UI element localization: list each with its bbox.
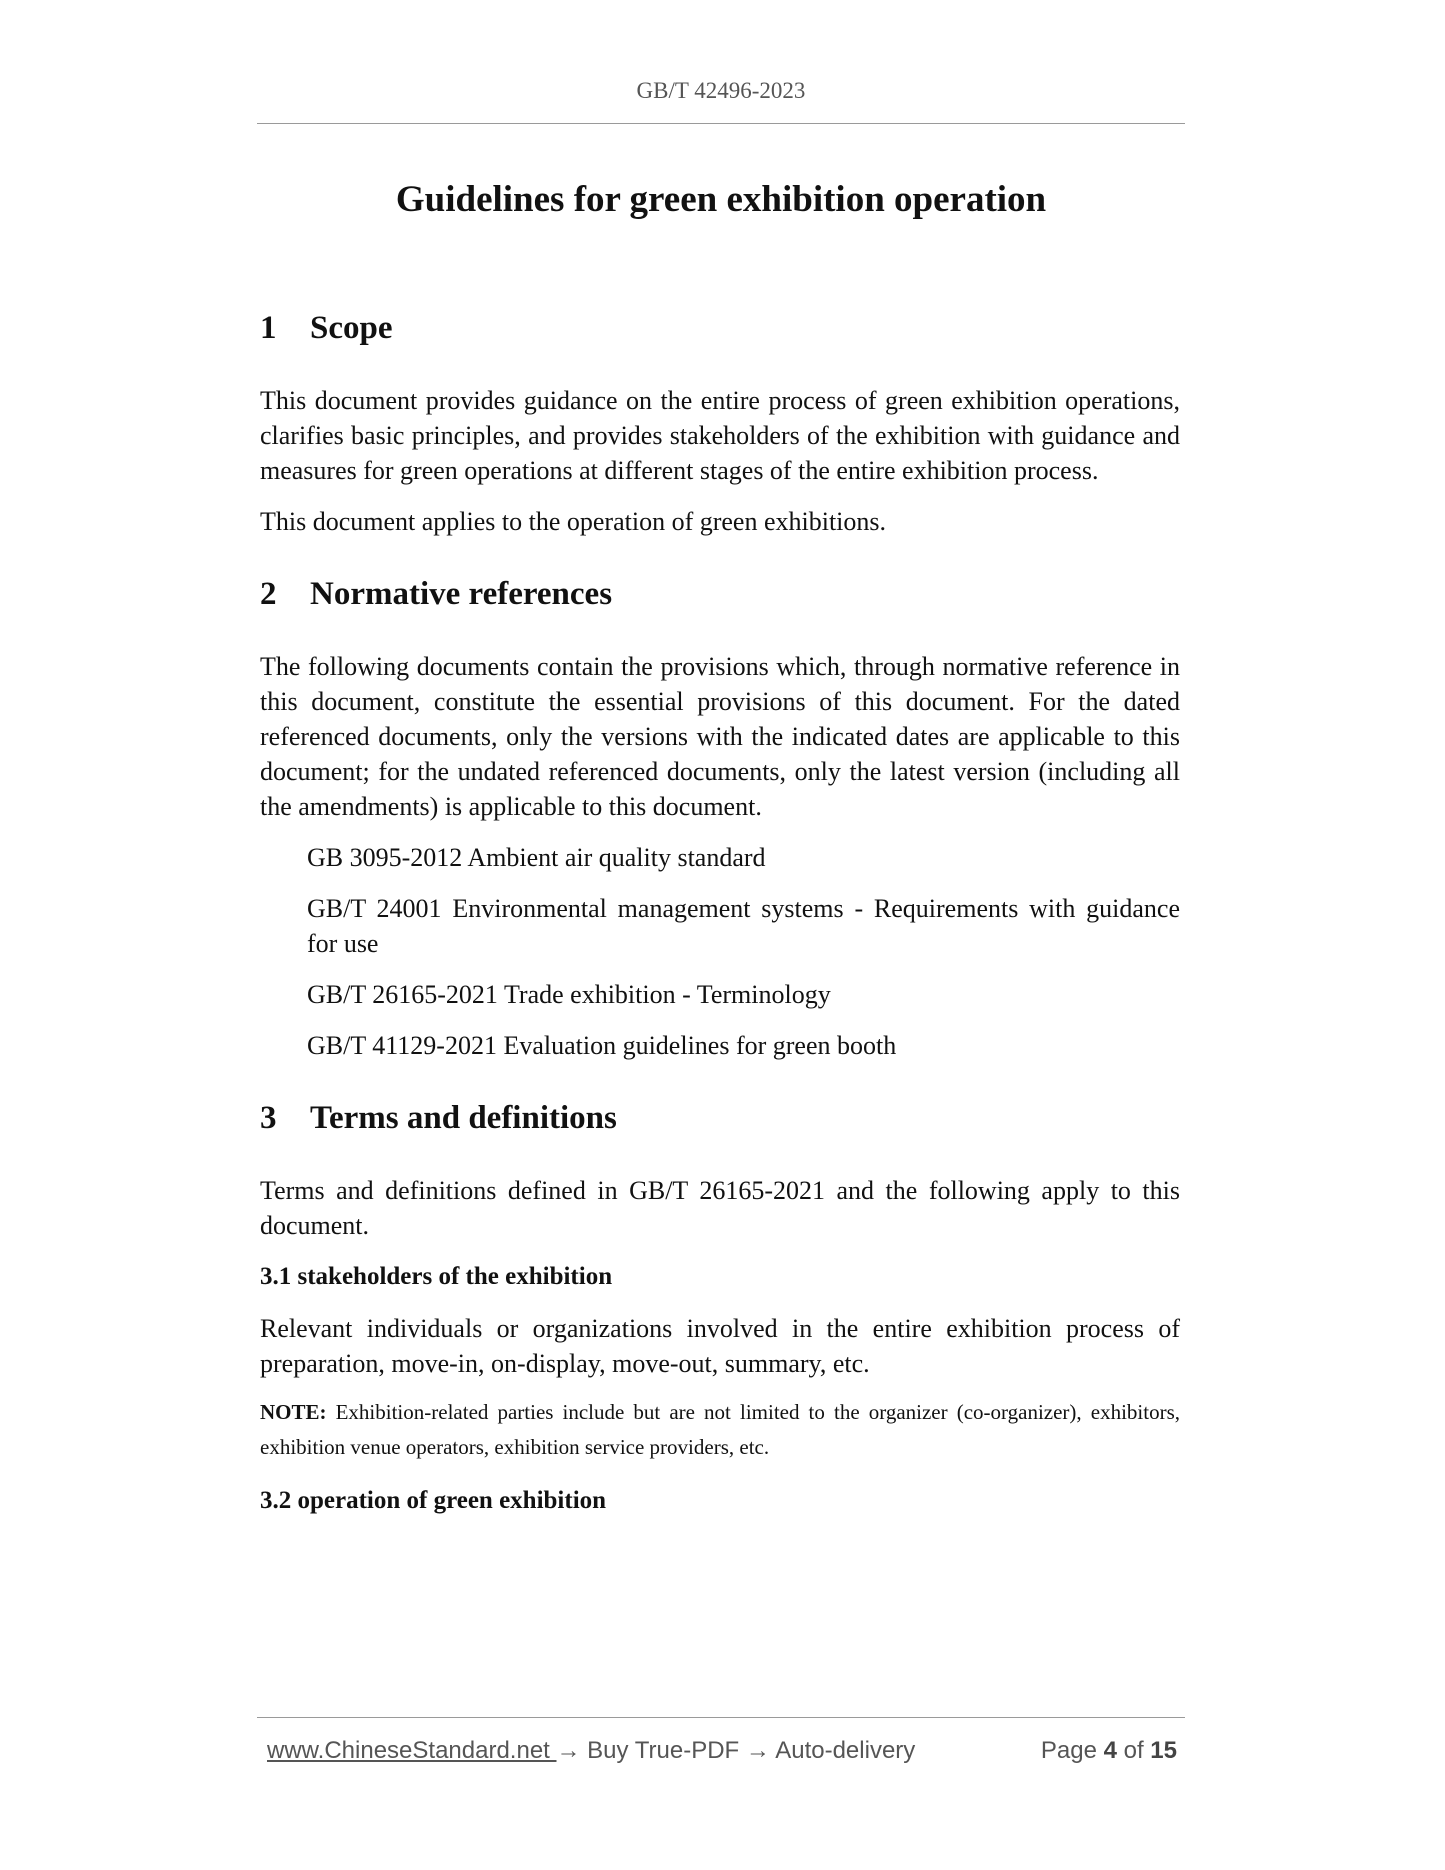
page-label: Page [1040, 1737, 1104, 1764]
section-heading-normative-references [260, 576, 1180, 613]
note-label: NOTE: [260, 1400, 327, 1424]
current-page-number: 4 [1103, 1737, 1117, 1764]
term-3-1-definition: Relevant individuals or organizations involved in the entire exhibition process of preparation, move-in, on-display, move-out, summary, etc. [260, 1314, 1180, 1378]
section-title: Normative references [310, 576, 613, 612]
section-heading-terms-definitions [260, 1100, 1180, 1137]
scope-paragraph-1: This document provides guidance on the entire process of green exhibition operations, clarifies basic principles, and provides stakeholders of the exhibition with guidance and measures for green operations at different stages of the entire exhibition process. [260, 386, 1180, 485]
website-link[interactable]: www.ChineseStandard.net [267, 1737, 557, 1764]
section-title: Scope [310, 310, 393, 346]
reference-item: GB/T 24001 Environmental management systems - Requirements with guidance for use [307, 894, 1180, 958]
term-3-1-title: 3.1 stakeholders of the exhibition [260, 1263, 613, 1290]
section-title: Terms and definitions [310, 1100, 617, 1136]
reference-item: GB/T 41129-2021 Evaluation guidelines for green booth [307, 1031, 897, 1060]
term-3-2-title: 3.2 operation of green exhibition [260, 1487, 607, 1514]
footer-promo-text: → Buy True-PDF → Auto-delivery [556, 1737, 916, 1764]
note-text: Exhibition-related parties include but are not limited to the organizer (co-organizer), exhibitors, exhibition venue operators, exhibition service providers, etc. [260, 1400, 1180, 1459]
reference-item: GB/T 26165-2021 Trade exhibition - Terminology [307, 980, 831, 1009]
normative-paragraph: The following documents contain the provisions which, through normative reference in this document, constitute the essential provisions of this document. For the dated referenced documents, only the versions with the indicated dates are applicable to this document; for the undated referenced documents, only the latest version (including all the amendments) is applicable to this document. [260, 652, 1180, 821]
total-page-count: 15 [1150, 1737, 1177, 1764]
term-3-1-note [260, 1395, 1180, 1465]
section-number: 2 [260, 576, 277, 612]
header-divider [257, 123, 1185, 124]
section-heading-scope [260, 310, 1180, 347]
reference-item: GB 3095-2012 Ambient air quality standard [307, 843, 766, 872]
section-number: 1 [260, 310, 277, 346]
document-title: Guidelines for green exhibition operation [395, 179, 1047, 220]
section-number: 3 [260, 1100, 277, 1136]
footer-promo [267, 1737, 915, 1765]
footer-divider [257, 1717, 1185, 1718]
of-label: of [1116, 1737, 1151, 1764]
terms-paragraph: Terms and definitions defined in GB/T 26165-2021 and the following apply to this document. [260, 1176, 1180, 1240]
scope-paragraph-2: This document applies to the operation of green exhibitions. [260, 507, 887, 536]
page-footer [267, 1737, 1177, 1765]
page-indicator [1041, 1737, 1177, 1765]
running-header: GB/T 42496-2023 [636, 78, 806, 103]
document-body [260, 310, 1180, 1515]
